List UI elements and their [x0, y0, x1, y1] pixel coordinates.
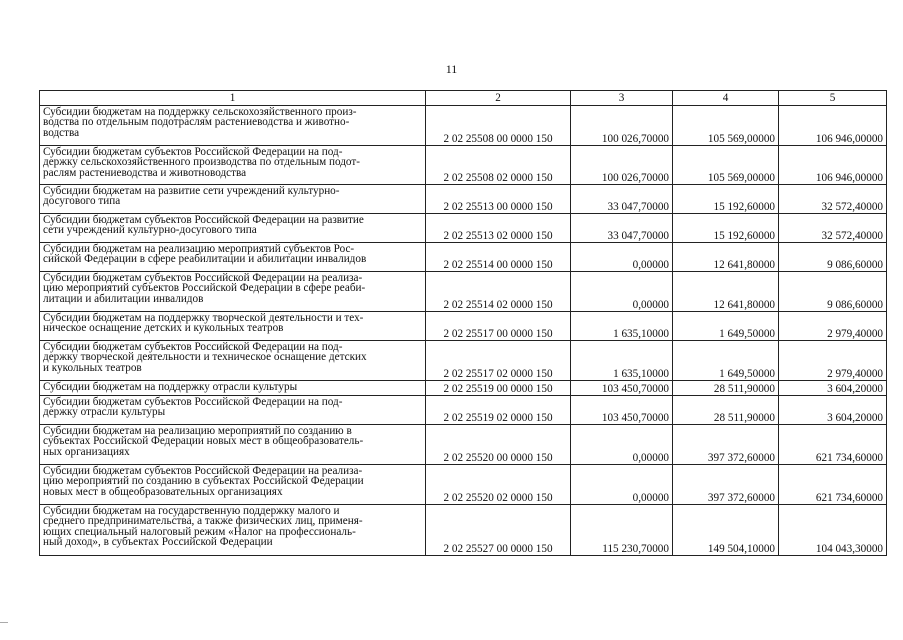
row-value-3-cell: 33 047,70000: [571, 214, 673, 243]
table-row: [40, 312, 887, 341]
row-name-line: новых мест в общеобразовательных организациях: [43, 485, 283, 498]
table-row: [40, 146, 887, 185]
row-value-4-cell: 12 641,80000: [673, 243, 779, 272]
row-value-3-cell: 100 026,70000: [571, 106, 673, 146]
column-header-5: 5: [779, 91, 887, 106]
row-value-4-cell: 15 192,60000: [673, 214, 779, 243]
row-name-line: цию мероприятий субъектов Российской Федерации в сфере реаби-: [43, 282, 366, 295]
column-header-3: 3: [571, 91, 673, 106]
row-value-3-cell: 0,00000: [571, 243, 673, 272]
row-value-3-cell: 100 026,70000: [571, 146, 673, 185]
row-name-line: сети учреждений культурно-досугового типа: [43, 224, 257, 237]
row-name-line: досугового типа: [43, 195, 121, 208]
row-name-line: Субсидии бюджетам субъектов Российской Федерации на развитие: [43, 214, 364, 226]
row-name-line: Субсидии бюджетам на государственную поддержку малого и: [43, 505, 340, 517]
row-value-5-cell: 106 946,00000: [779, 106, 887, 146]
row-name-cell: [40, 425, 426, 465]
row-code-cell: 2 02 25520 02 0000 150: [426, 465, 571, 505]
row-value-5-cell: 104 043,30000: [779, 505, 887, 556]
row-name-line: Субсидии бюджетам на поддержку творческой деятельности и тех-: [43, 312, 364, 324]
budget-table: [39, 90, 887, 556]
row-value-5-cell: 32 572,40000: [779, 214, 887, 243]
row-name-line: Субсидии бюджетам субъектов Российской Федерации на под-: [43, 146, 343, 158]
table-row: [40, 106, 887, 146]
row-value-4-cell: 105 569,00000: [673, 106, 779, 146]
table-row: [40, 505, 887, 556]
row-code-cell: 2 02 25520 00 0000 150: [426, 425, 571, 465]
row-code-cell: 2 02 25517 00 0000 150: [426, 312, 571, 341]
row-name-line: Субсидии бюджетам на поддержку отрасли культуры: [43, 381, 298, 393]
table-row: [40, 272, 887, 312]
row-value-3-cell: 1 635,10000: [571, 312, 673, 341]
table-row: [40, 214, 887, 243]
row-code-cell: 2 02 25519 02 0000 150: [426, 396, 571, 425]
row-code-cell: 2 02 25513 02 0000 150: [426, 214, 571, 243]
row-value-4-cell: 28 511,90000: [673, 381, 779, 396]
row-name-line: водства: [43, 126, 80, 139]
row-name-cell: [40, 106, 426, 146]
row-name-line: ническое оснащение детских и кукольных театров: [43, 322, 284, 335]
row-name-line: водства по отдельным подотраслям растениеводства и животно-: [43, 116, 350, 129]
row-value-3-cell: 103 450,70000: [571, 396, 673, 425]
row-name-cell: [40, 312, 426, 341]
row-name-line: Субсидии бюджетам на развитие сети учреждений культурно-: [43, 185, 340, 197]
table-header-row: [40, 91, 887, 106]
row-value-3-cell: 33 047,70000: [571, 185, 673, 214]
row-code-cell: 2 02 25517 02 0000 150: [426, 341, 571, 381]
row-value-4-cell: 12 641,80000: [673, 272, 779, 312]
row-name-line: ющих специальный налоговый режим «Налог на профессиональ-: [43, 525, 356, 538]
row-value-5-cell: 106 946,00000: [779, 146, 887, 185]
row-name-line: цию мероприятий по созданию в субъектах Российской Федерации: [43, 475, 364, 488]
row-name-line: Субсидии бюджетам на реализацию мероприятий субъектов Рос-: [43, 243, 355, 255]
row-code-cell: 2 02 25513 00 0000 150: [426, 185, 571, 214]
row-value-4-cell: 1 649,50000: [673, 312, 779, 341]
row-value-4-cell: 149 504,10000: [673, 505, 779, 556]
row-value-5-cell: 2 979,40000: [779, 312, 887, 341]
row-code-cell: 2 02 25527 00 0000 150: [426, 505, 571, 556]
row-name-line: литации и абилитации инвалидов: [43, 292, 204, 305]
row-name-line: держку сельскохозяйственного производства по отдельным подот-: [43, 156, 360, 169]
column-header-1: 1: [40, 91, 426, 106]
row-value-5-cell: 621 734,60000: [779, 425, 887, 465]
row-name-cell: [40, 341, 426, 381]
row-name-cell: [40, 465, 426, 505]
row-value-4-cell: 397 372,60000: [673, 465, 779, 505]
table-row: [40, 341, 887, 381]
row-value-4-cell: 397 372,60000: [673, 425, 779, 465]
row-value-3-cell: 0,00000: [571, 272, 673, 312]
row-name-line: субъектах Российской Федерации новых мест в общеобразователь-: [43, 435, 364, 448]
row-name-cell: [40, 185, 426, 214]
column-header-2: 2: [426, 91, 571, 106]
table-row: [40, 425, 887, 465]
table-row: [40, 185, 887, 214]
row-code-cell: 2 02 25514 02 0000 150: [426, 272, 571, 312]
row-value-3-cell: 103 450,70000: [571, 381, 673, 396]
row-name-line: среднего предпринимательства, а также физических лиц, применя-: [43, 515, 363, 528]
row-value-3-cell: 0,00000: [571, 465, 673, 505]
row-value-5-cell: 32 572,40000: [779, 185, 887, 214]
row-value-4-cell: 1 649,50000: [673, 341, 779, 381]
row-code-cell: 2 02 25519 00 0000 150: [426, 381, 571, 396]
row-value-4-cell: 105 569,00000: [673, 146, 779, 185]
row-name-line: Субсидии бюджетам субъектов Российской Федерации на под-: [43, 396, 343, 408]
row-value-3-cell: 0,00000: [571, 425, 673, 465]
row-name-line: ных организациях: [43, 445, 130, 458]
margin-mark: [0, 622, 8, 623]
row-value-4-cell: 15 192,60000: [673, 185, 779, 214]
row-value-5-cell: 2 979,40000: [779, 341, 887, 381]
row-value-5-cell: 3 604,20000: [779, 381, 887, 396]
row-name-cell: [40, 505, 426, 556]
table-row: [40, 243, 887, 272]
row-name-cell: [40, 272, 426, 312]
row-name-cell: [40, 243, 426, 272]
row-name-line: ный доход», в субъектах Российской Федерации: [43, 536, 273, 549]
row-name-cell: [40, 214, 426, 243]
row-code-cell: 2 02 25508 00 0000 150: [426, 106, 571, 146]
row-name-line: держку отрасли культуры: [43, 406, 166, 419]
row-name-line: раслям растениеводства и животноводства: [43, 166, 247, 179]
row-name-line: Субсидии бюджетам субъектов Российской Федерации на реализа-: [43, 272, 363, 284]
row-value-5-cell: 621 734,60000: [779, 465, 887, 505]
column-header-4: 4: [673, 91, 779, 106]
row-value-3-cell: 1 635,10000: [571, 341, 673, 381]
row-name-line: Субсидии бюджетам субъектов Российской Федерации на под-: [43, 341, 343, 353]
row-name-line: Субсидии бюджетам субъектов Российской Федерации на реализа-: [43, 465, 363, 477]
row-name-cell: [40, 381, 426, 396]
row-code-cell: 2 02 25508 02 0000 150: [426, 146, 571, 185]
row-name-line: сийской Федерации в сфере реабилитации и абилитации инвалидов: [43, 253, 367, 266]
row-name-line: и кукольных театров: [43, 361, 142, 374]
row-value-5-cell: 9 086,60000: [779, 243, 887, 272]
table-row: [40, 465, 887, 505]
row-name-line: Субсидии бюджетам на реализацию мероприятий по созданию в: [43, 425, 352, 437]
row-name-line: держку творческой деятельности и техническое оснащение детских: [43, 351, 367, 364]
table-row: [40, 396, 887, 425]
page-number: 11: [445, 62, 458, 76]
table-body: [40, 106, 887, 556]
row-name-line: Субсидии бюджетам на поддержку сельскохозяйственного произ-: [43, 106, 357, 118]
row-name-cell: [40, 396, 426, 425]
row-value-3-cell: 115 230,70000: [571, 505, 673, 556]
row-name-cell: [40, 146, 426, 185]
row-value-5-cell: 3 604,20000: [779, 396, 887, 425]
table-row: [40, 381, 887, 396]
row-value-4-cell: 28 511,90000: [673, 396, 779, 425]
row-code-cell: 2 02 25514 00 0000 150: [426, 243, 571, 272]
row-value-5-cell: 9 086,60000: [779, 272, 887, 312]
